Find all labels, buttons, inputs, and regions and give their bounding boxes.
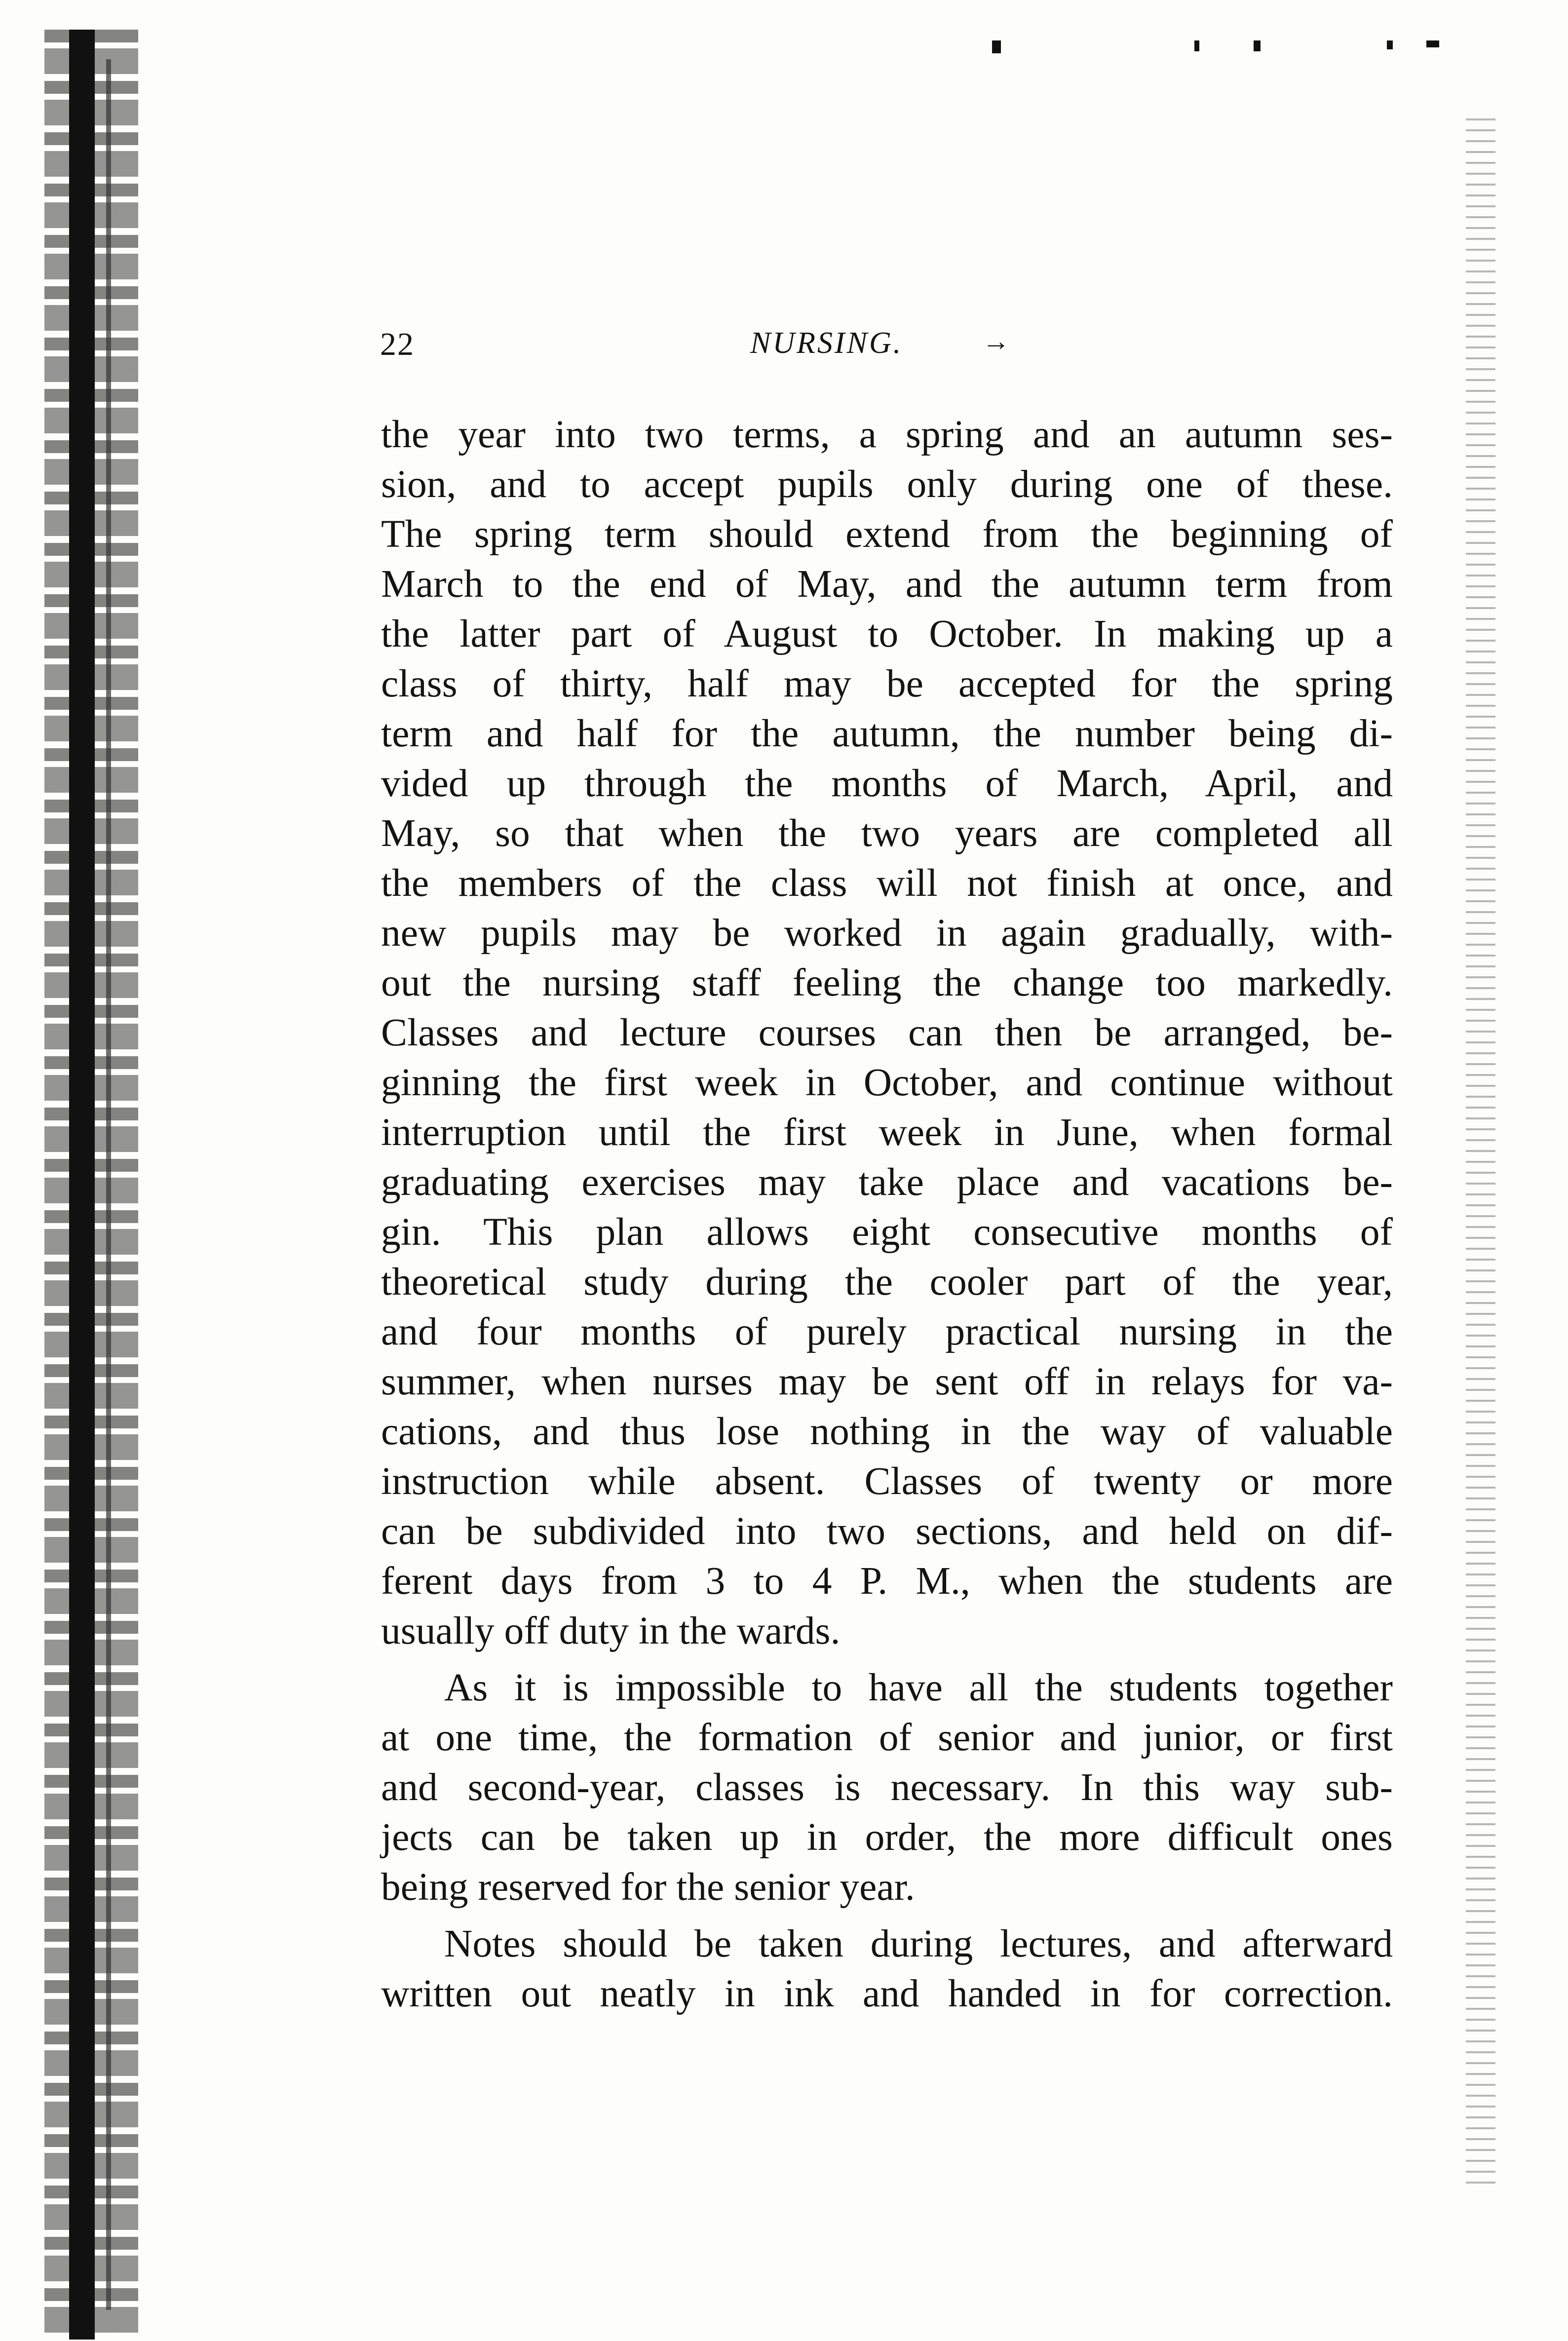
text-line: usually off duty in the wards. bbox=[381, 1609, 841, 1652]
paragraph-3 bbox=[381, 1919, 1393, 2019]
text-line: Notes should be taken during lectures, and afterward bbox=[444, 1922, 1393, 1965]
text-line: theoretical study during the cooler part of the year, bbox=[381, 1260, 1393, 1304]
page-number: 22 bbox=[380, 326, 415, 362]
text-line: sion, and to accept pupils only during one of these. bbox=[381, 462, 1393, 506]
text-line: summer, when nurses may be sent off in relays for va- bbox=[381, 1360, 1393, 1403]
scan-dot bbox=[1426, 40, 1439, 47]
text-line: As it is impossible to have all the students together bbox=[444, 1666, 1393, 1709]
text-line: and four months of purely practical nursing in the bbox=[381, 1310, 1393, 1353]
running-head-title: NURSING. bbox=[750, 326, 903, 360]
scan-dot bbox=[1194, 40, 1199, 51]
text-line: The spring term should extend from the beginning of bbox=[381, 512, 1393, 556]
text-line: May, so that when the two years are completed all bbox=[381, 811, 1393, 855]
text-line: ginning the first week in October, and continue without bbox=[381, 1061, 1393, 1104]
text-line: at one time, the formation of senior and junior, or first bbox=[381, 1716, 1393, 1759]
running-head-mark: → bbox=[982, 326, 1010, 357]
text-line: the members of the class will not finish at once, and bbox=[381, 861, 1393, 905]
text-line: Classes and lecture courses can then be arranged, be- bbox=[381, 1011, 1393, 1054]
scan-dot bbox=[992, 40, 1001, 53]
text-line: ferent days from 3 to 4 P. M., when the students are bbox=[381, 1559, 1393, 1603]
text-line: interruption until the first week in June, when formal bbox=[381, 1111, 1393, 1154]
text-line: and second-year, classes is necessary. In this way sub- bbox=[381, 1765, 1393, 1809]
scan-dot bbox=[1254, 40, 1261, 51]
scan-binding-line bbox=[106, 59, 111, 2310]
text-line: vided up through the months of March, April, and bbox=[381, 762, 1393, 805]
text-line: instruction while absent. Classes of twenty or more bbox=[381, 1459, 1393, 1503]
running-header bbox=[375, 326, 1412, 380]
text-line: new pupils may be worked in again gradually, with- bbox=[381, 911, 1393, 955]
text-line: cations, and thus lose nothing in the way of valuable bbox=[381, 1410, 1393, 1453]
text-line: class of thirty, half may be accepted for the spring bbox=[381, 662, 1393, 705]
paragraph-2 bbox=[381, 1663, 1393, 1912]
text-line: jects can be taken up in order, the more difficult ones bbox=[381, 1815, 1393, 1859]
text-line: the latter part of August to October. In making up a bbox=[381, 612, 1393, 655]
body-text bbox=[381, 410, 1393, 2019]
paragraph-1 bbox=[381, 410, 1393, 1656]
scan-edge-speckles bbox=[1466, 118, 1495, 2191]
text-line: gin. This plan allows eight consecutive months of bbox=[381, 1210, 1393, 1254]
text-line: March to the end of May, and the autumn term from bbox=[381, 562, 1393, 606]
text-line: can be subdivided into two sections, and held on dif- bbox=[381, 1509, 1393, 1553]
text-line: term and half for the autumn, the number being di- bbox=[381, 712, 1393, 755]
text-line: graduating exercises may take place and vacations be- bbox=[381, 1160, 1393, 1204]
text-line: the year into two terms, a spring and an autumn ses- bbox=[381, 413, 1393, 456]
scan-binding-bar bbox=[69, 30, 95, 2340]
text-line: out the nursing staff feeling the change too markedly. bbox=[381, 961, 1393, 1004]
scan-dot bbox=[1387, 40, 1393, 49]
text-line: written out neatly in ink and handed in for correction. bbox=[381, 1972, 1393, 2015]
text-line: being reserved for the senior year. bbox=[381, 1865, 915, 1909]
